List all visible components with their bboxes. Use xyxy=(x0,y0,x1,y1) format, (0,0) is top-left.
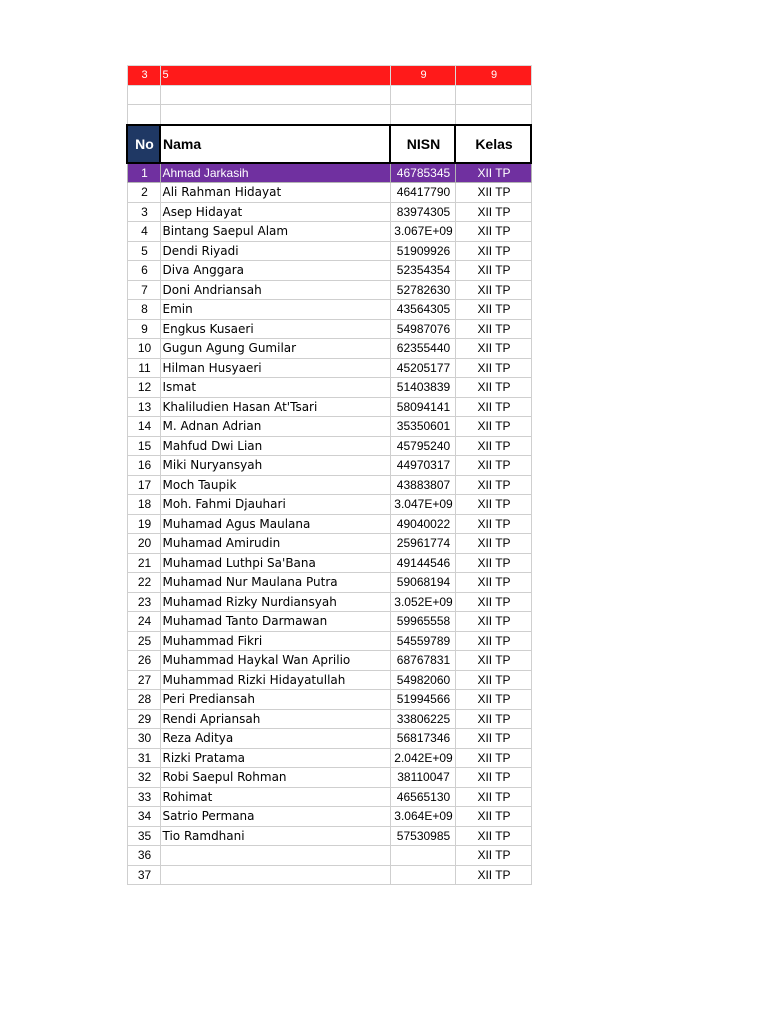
cell-nama[interactable]: Muhamad Rizky Nurdiansyah xyxy=(160,592,390,612)
cell-nama[interactable]: Rendi Apriansah xyxy=(160,709,390,729)
cell-kelas[interactable]: XII TP xyxy=(455,768,531,788)
cell-nisn[interactable]: 56817346 xyxy=(390,729,455,749)
cell[interactable]: 3 xyxy=(127,66,160,86)
cell-nisn[interactable]: 3.052E+09 xyxy=(390,592,455,612)
cell-kelas[interactable]: XII TP xyxy=(455,475,531,495)
cell-no[interactable]: 18 xyxy=(127,495,160,515)
cell-nisn[interactable]: 3.064E+09 xyxy=(390,807,455,827)
table-row xyxy=(127,846,531,866)
cell-nisn[interactable]: 3.047E+09 xyxy=(390,495,455,515)
cell-nisn[interactable]: 49040022 xyxy=(390,514,455,534)
cell-nama[interactable]: Moch Taupik xyxy=(160,475,390,495)
cell-kelas[interactable]: XII TP xyxy=(455,865,531,885)
header-nisn[interactable]: NISN xyxy=(390,125,455,163)
cell-nama[interactable]: Diva Anggara xyxy=(160,261,390,281)
cell-no[interactable]: 25 xyxy=(127,631,160,651)
cell-no[interactable]: 29 xyxy=(127,709,160,729)
cell-kelas[interactable]: XII TP xyxy=(455,787,531,807)
table-row xyxy=(127,397,531,417)
cell-no[interactable]: 6 xyxy=(127,261,160,281)
cell-nama[interactable]: Ahmad Jarkasih xyxy=(160,163,390,183)
cell-kelas[interactable]: XII TP xyxy=(455,358,531,378)
cell-nama[interactable]: Khaliludien Hasan At'Tsari xyxy=(160,397,390,417)
cell-nisn[interactable]: 45795240 xyxy=(390,436,455,456)
cell-kelas[interactable]: XII TP xyxy=(455,670,531,690)
table-row xyxy=(127,690,531,710)
cell-kelas[interactable]: XII TP xyxy=(455,495,531,515)
cell-nisn[interactable]: 46565130 xyxy=(390,787,455,807)
cell-nisn[interactable]: 83974305 xyxy=(390,202,455,222)
cell-no[interactable]: 15 xyxy=(127,436,160,456)
cell-no[interactable]: 9 xyxy=(127,319,160,339)
cell-no[interactable]: 19 xyxy=(127,514,160,534)
cell-no[interactable]: 32 xyxy=(127,768,160,788)
table-row xyxy=(127,163,531,183)
cell-no[interactable]: 34 xyxy=(127,807,160,827)
cell-nisn[interactable]: 59965558 xyxy=(390,612,455,632)
cell-no[interactable]: 13 xyxy=(127,397,160,417)
cell-nisn[interactable]: 25961774 xyxy=(390,534,455,554)
cell[interactable] xyxy=(455,105,531,125)
cell[interactable] xyxy=(455,85,531,105)
cell-no[interactable]: 14 xyxy=(127,417,160,437)
cell-kelas[interactable]: XII TP xyxy=(455,807,531,827)
cell-no[interactable]: 22 xyxy=(127,573,160,593)
table-row xyxy=(127,241,531,261)
header-row xyxy=(127,125,531,163)
cell-nisn[interactable]: 68767831 xyxy=(390,651,455,671)
cell-nama[interactable]: M. Adnan Adrian xyxy=(160,417,390,437)
table-row xyxy=(127,748,531,768)
cell-no[interactable]: 27 xyxy=(127,670,160,690)
table-row xyxy=(127,514,531,534)
cell-nama[interactable]: Mahfud Dwi Lian xyxy=(160,436,390,456)
cell-no[interactable]: 2 xyxy=(127,183,160,203)
cell-kelas[interactable]: XII TP xyxy=(455,612,531,632)
cell-nama[interactable] xyxy=(160,846,390,866)
cell-nisn[interactable]: 45205177 xyxy=(390,358,455,378)
cell-nisn[interactable]: 2.042E+09 xyxy=(390,748,455,768)
cell-no[interactable]: 26 xyxy=(127,651,160,671)
table-row xyxy=(127,670,531,690)
cell-no[interactable]: 20 xyxy=(127,534,160,554)
table-row xyxy=(127,826,531,846)
cell-nisn[interactable]: 43883807 xyxy=(390,475,455,495)
cell-nisn[interactable]: 52354354 xyxy=(390,261,455,281)
table-row xyxy=(127,183,531,203)
cell[interactable] xyxy=(390,85,455,105)
cell-no[interactable]: 35 xyxy=(127,826,160,846)
table-row xyxy=(127,768,531,788)
cell-nama[interactable]: Bintang Saepul Alam xyxy=(160,222,390,242)
cell-nama[interactable]: Reza Aditya xyxy=(160,729,390,749)
table-row xyxy=(127,631,531,651)
cell[interactable]: 9 xyxy=(455,66,531,86)
cell-nama[interactable]: Muhamad Amirudin xyxy=(160,534,390,554)
cell[interactable] xyxy=(127,105,160,125)
cell-kelas[interactable]: XII TP xyxy=(455,202,531,222)
table-row xyxy=(127,495,531,515)
table-row xyxy=(127,456,531,476)
table-row xyxy=(127,729,531,749)
cell-nama[interactable]: Ismat xyxy=(160,378,390,398)
cell-kelas[interactable]: XII TP xyxy=(455,514,531,534)
cell-nisn[interactable]: 46785345 xyxy=(390,163,455,183)
cell-kelas[interactable]: XII TP xyxy=(455,378,531,398)
table-row xyxy=(127,787,531,807)
cell-nisn[interactable]: 35350601 xyxy=(390,417,455,437)
cell-no[interactable]: 21 xyxy=(127,553,160,573)
cell-nama[interactable]: Muhamad Agus Maulana xyxy=(160,514,390,534)
cell-nama[interactable]: Dendi Riyadi xyxy=(160,241,390,261)
cell-no[interactable]: 3 xyxy=(127,202,160,222)
cell-nisn[interactable] xyxy=(390,846,455,866)
cell-kelas[interactable]: XII TP xyxy=(455,748,531,768)
cell-nisn[interactable] xyxy=(390,865,455,885)
cell-kelas[interactable]: XII TP xyxy=(455,319,531,339)
cell-nama[interactable]: Muhammad Haykal Wan Aprilio xyxy=(160,651,390,671)
cell[interactable] xyxy=(127,85,160,105)
cell-kelas[interactable]: XII TP xyxy=(455,222,531,242)
table-row xyxy=(127,436,531,456)
cell-no[interactable]: 16 xyxy=(127,456,160,476)
cell-no[interactable]: 36 xyxy=(127,846,160,866)
cell-nama[interactable]: Rizki Pratama xyxy=(160,748,390,768)
cell-no[interactable]: 12 xyxy=(127,378,160,398)
cell-nama[interactable]: Doni Andriansah xyxy=(160,280,390,300)
table-row xyxy=(127,612,531,632)
table-row xyxy=(127,202,531,222)
cell-kelas[interactable]: XII TP xyxy=(455,456,531,476)
cell-kelas[interactable]: XII TP xyxy=(455,261,531,281)
cell-no[interactable]: 11 xyxy=(127,358,160,378)
cell-nama[interactable]: Satrio Permana xyxy=(160,807,390,827)
cell-no[interactable]: 4 xyxy=(127,222,160,242)
table-row xyxy=(127,651,531,671)
empty-row xyxy=(127,85,531,105)
table-row xyxy=(127,358,531,378)
cell-nisn[interactable]: 59068194 xyxy=(390,573,455,593)
table-row xyxy=(127,709,531,729)
cell-nisn[interactable]: 51403839 xyxy=(390,378,455,398)
cell[interactable] xyxy=(390,105,455,125)
cell-kelas[interactable]: XII TP xyxy=(455,826,531,846)
cell[interactable] xyxy=(160,85,390,105)
cell-nisn[interactable]: 51909926 xyxy=(390,241,455,261)
cell-kelas[interactable]: XII TP xyxy=(455,846,531,866)
cell-nama[interactable]: Muhammad Fikri xyxy=(160,631,390,651)
header-kelas[interactable]: Kelas xyxy=(455,125,531,163)
cell-nama[interactable]: Peri Prediansah xyxy=(160,690,390,710)
cell-nama[interactable]: Muhamad Luthpi Sa'Bana xyxy=(160,553,390,573)
cell-no[interactable]: 17 xyxy=(127,475,160,495)
table-row xyxy=(127,534,531,554)
cell-kelas[interactable]: XII TP xyxy=(455,534,531,554)
cell-nisn[interactable]: 43564305 xyxy=(390,300,455,320)
top-red-row xyxy=(127,66,531,86)
table-row xyxy=(127,222,531,242)
cell-nama[interactable]: Gugun Agung Gumilar xyxy=(160,339,390,359)
cell-nama[interactable]: Moh. Fahmi Djauhari xyxy=(160,495,390,515)
cell-no[interactable]: 33 xyxy=(127,787,160,807)
table-row xyxy=(127,417,531,437)
cell-nama[interactable]: Hilman Husyaeri xyxy=(160,358,390,378)
cell-kelas[interactable]: XII TP xyxy=(455,651,531,671)
cell-no[interactable]: 30 xyxy=(127,729,160,749)
cell-kelas[interactable]: XII TP xyxy=(455,397,531,417)
cell-nisn[interactable]: 62355440 xyxy=(390,339,455,359)
cell-kelas[interactable]: XII TP xyxy=(455,729,531,749)
cell-kelas[interactable]: XII TP xyxy=(455,573,531,593)
cell-kelas[interactable]: XII TP xyxy=(455,163,531,183)
cell-nama[interactable]: Miki Nuryansyah xyxy=(160,456,390,476)
cell-nama[interactable]: Robi Saepul Rohman xyxy=(160,768,390,788)
cell-kelas[interactable]: XII TP xyxy=(455,339,531,359)
cell-no[interactable]: 7 xyxy=(127,280,160,300)
table-row xyxy=(127,592,531,612)
header-nama[interactable]: Nama xyxy=(160,125,390,163)
cell-nama[interactable]: Asep Hidayat xyxy=(160,202,390,222)
cell-nisn[interactable]: 57530985 xyxy=(390,826,455,846)
cell-kelas[interactable]: XII TP xyxy=(455,280,531,300)
cell-nama[interactable]: Tio Ramdhani xyxy=(160,826,390,846)
cell-no[interactable]: 28 xyxy=(127,690,160,710)
cell-no[interactable]: 8 xyxy=(127,300,160,320)
table-row xyxy=(127,300,531,320)
cell-nama[interactable]: Rohimat xyxy=(160,787,390,807)
cell-no[interactable]: 24 xyxy=(127,612,160,632)
cell-nisn[interactable]: 52782630 xyxy=(390,280,455,300)
header-no[interactable]: No xyxy=(127,125,160,163)
cell-nisn[interactable]: 33806225 xyxy=(390,709,455,729)
cell-kelas[interactable]: XII TP xyxy=(455,553,531,573)
table-row xyxy=(127,865,531,885)
table-row xyxy=(127,339,531,359)
cell-nisn[interactable]: 38110047 xyxy=(390,768,455,788)
cell-nisn[interactable]: 3.067E+09 xyxy=(390,222,455,242)
cell-no[interactable]: 10 xyxy=(127,339,160,359)
cell-kelas[interactable]: XII TP xyxy=(455,436,531,456)
cell-kelas[interactable]: XII TP xyxy=(455,241,531,261)
cell-nisn[interactable]: 54987076 xyxy=(390,319,455,339)
cell-no[interactable]: 23 xyxy=(127,592,160,612)
cell-kelas[interactable]: XII TP xyxy=(455,631,531,651)
cell-no[interactable]: 5 xyxy=(127,241,160,261)
cell-no[interactable]: 37 xyxy=(127,865,160,885)
table-row xyxy=(127,261,531,281)
cell-kelas[interactable]: XII TP xyxy=(455,183,531,203)
cell-nisn[interactable]: 44970317 xyxy=(390,456,455,476)
table-row xyxy=(127,475,531,495)
cell-nisn[interactable]: 54982060 xyxy=(390,670,455,690)
cell-kelas[interactable]: XII TP xyxy=(455,417,531,437)
cell-nama[interactable] xyxy=(160,865,390,885)
cell[interactable]: 5 xyxy=(160,66,390,86)
cell-nama[interactable]: Ali Rahman Hidayat xyxy=(160,183,390,203)
cell-nama[interactable]: Engkus Kusaeri xyxy=(160,319,390,339)
cell-kelas[interactable]: XII TP xyxy=(455,300,531,320)
empty-row xyxy=(127,105,531,125)
table-row xyxy=(127,553,531,573)
table-row xyxy=(127,378,531,398)
cell-kelas[interactable]: XII TP xyxy=(455,709,531,729)
table-row xyxy=(127,319,531,339)
table-row xyxy=(127,280,531,300)
cell-nama[interactable]: Muhammad Rizki Hidayatullah xyxy=(160,670,390,690)
cell-nisn[interactable]: 46417790 xyxy=(390,183,455,203)
cell-nisn[interactable]: 51994566 xyxy=(390,690,455,710)
student-table xyxy=(126,65,532,885)
cell[interactable]: 9 xyxy=(390,66,455,86)
cell-no[interactable]: 31 xyxy=(127,748,160,768)
cell[interactable] xyxy=(160,105,390,125)
cell-nama[interactable]: Emin xyxy=(160,300,390,320)
cell-no[interactable]: 1 xyxy=(127,163,160,183)
cell-kelas[interactable]: XII TP xyxy=(455,592,531,612)
table-row xyxy=(127,807,531,827)
cell-nisn[interactable]: 54559789 xyxy=(390,631,455,651)
cell-nama[interactable]: Muhamad Tanto Darmawan xyxy=(160,612,390,632)
cell-nama[interactable]: Muhamad Nur Maulana Putra xyxy=(160,573,390,593)
cell-nisn[interactable]: 49144546 xyxy=(390,553,455,573)
table-row xyxy=(127,573,531,593)
cell-nisn[interactable]: 58094141 xyxy=(390,397,455,417)
cell-kelas[interactable]: XII TP xyxy=(455,690,531,710)
